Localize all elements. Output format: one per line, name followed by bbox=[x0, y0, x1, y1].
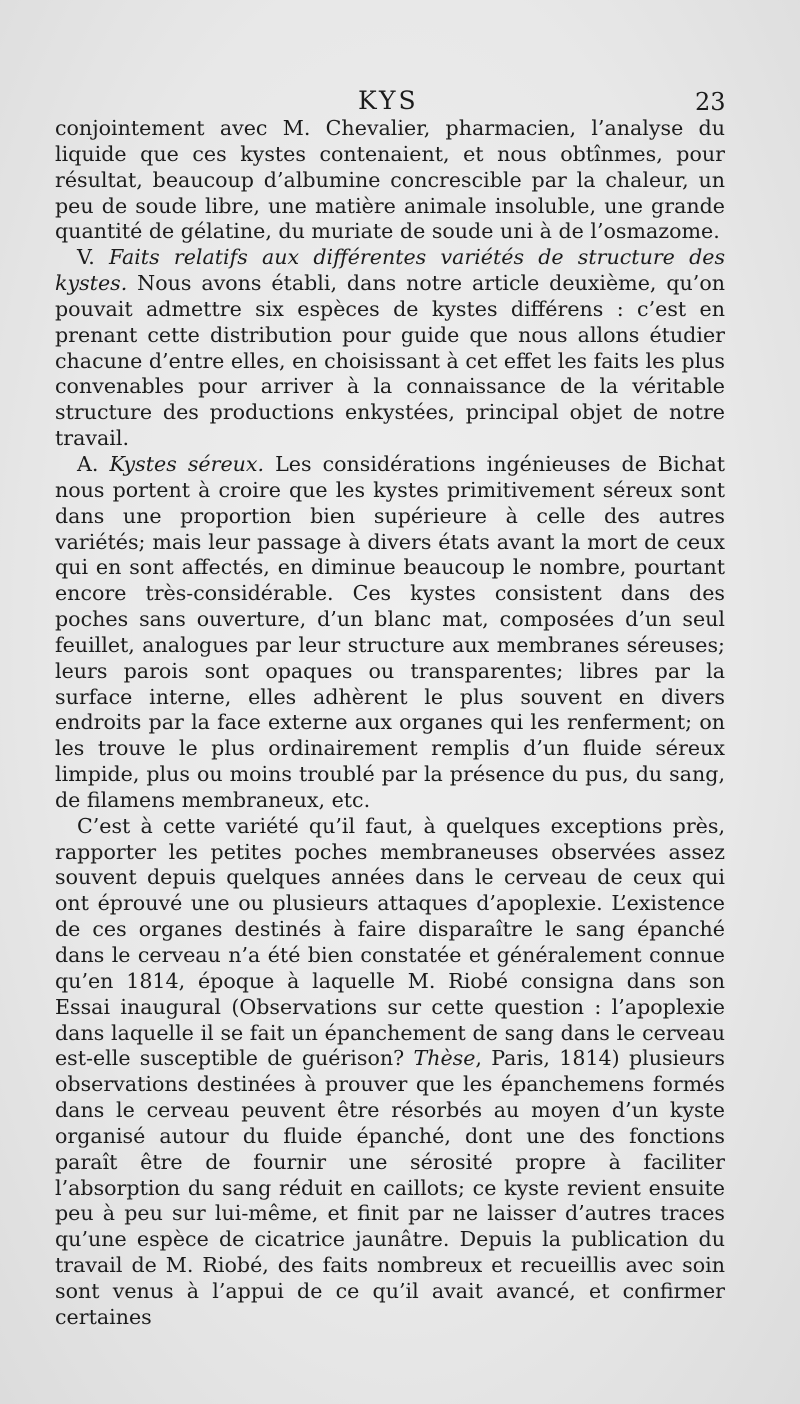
page-number: 23 bbox=[695, 88, 726, 116]
paragraph-text: Les considérations ingénieuses de Bichat nous portent à croire que les kystes primitivement séreux sont dans une proportion bien supérieure à celle des autres variétés; mais leur passage à divers états avant la mort de ceux qui en sont affectés, en diminue beaucoup le nombre, pourtant encore très-considérable. Ces kystes consistent dans des poches sans ouverture, d’un blanc mat, composées d’un seul feuillet, analogues par leur structure aux membranes séreuses; leurs parois sont opaques ou transparentes; libres par la surface interne, elles adhèrent le plus souvent en divers endroits par la face externe aux organes qui les renferment; on les trouve le plus ordinairement remplis d’un fluide séreux limpide, plus ou moins troublé par la présence du pus, du sang, de filamens membraneux, etc. bbox=[55, 451, 726, 812]
section-numeral: V. bbox=[77, 245, 95, 270]
paragraph-continuation bbox=[55, 116, 725, 245]
italic-term: Thèse bbox=[413, 1046, 476, 1071]
paragraph-text: Nous avons établi, dans notre article deuxième, qu’on pouvait admettre six espèces de kystes différens : c’est en prenant cette distribution pour guide que nous allons étudier chacune d’entre elles, en choisissant à cet effet les faits les plus convenables pour arriver à la connaissance de la véritable structure des productions enkystées, principal objet de notre travail. bbox=[55, 271, 725, 451]
body-text bbox=[55, 116, 725, 1331]
paragraph-text-continued: , Paris, 1814) plusieurs observations destinées à prouver que les épanchemens formés dans le cerveau peuvent être résorbés au moyen d’un kyste organisé autour du fluide épanché, dont une des fonctions paraît être de fournir une sérosité propre à faciliter l’absorption du sang réduit en caillots; ce kyste revient ensuite peu à peu sur lui-même, et finit par ne laisser d’autres traces qu’une espèce de cicatrice jaunâtre. Depuis la publication du travail de M. Riobé, des faits nombreux et recueillis avec soin sont venus à l’appui de ce qu’il avait avancé, et confirmer certaines bbox=[55, 1046, 726, 1329]
section-heading: Kystes séreux. bbox=[109, 451, 265, 476]
running-title: KYS bbox=[358, 86, 419, 115]
paragraph-subsection-a bbox=[55, 452, 725, 814]
section-numeral: A. bbox=[77, 451, 99, 476]
paragraph-text: conjointement avec M. Chevalier, pharmacien, l’analyse du liquide que ces kystes contenaient, et nous obtînmes, pour résultat, beaucoup d’albumine concrescible par la chaleur, un peu de soude libre, une matière animale insoluble, une grande quantité de gélatine, du muriate de soude uni à de l’osmazome. bbox=[55, 116, 725, 244]
paragraph-apoplexy bbox=[55, 814, 725, 1331]
section-heading: Faits relatifs aux différentes variétés de structure des kystes. bbox=[55, 245, 726, 296]
paragraph-section-v bbox=[55, 245, 725, 452]
paragraph-text: C’est à cette variété qu’il faut, à quelques exceptions près, rapporter les petites poches membraneuses observées assez souvent depuis quelques années dans le cerveau de ceux qui ont éprouvé une ou plusieurs attaques d’apoplexie. L’existence de ces organes destinés à faire disparaître le sang épanché dans le cerveau n’a été bien constatée et généralement connue qu’en 1814, époque à laquelle M. Riobé consigna dans son Essai inaugural (Observations sur cette question : l’apoplexie dans laquelle il se fait un épanchement de sang dans le cerveau est-elle susceptible de guérison? bbox=[55, 813, 725, 1071]
